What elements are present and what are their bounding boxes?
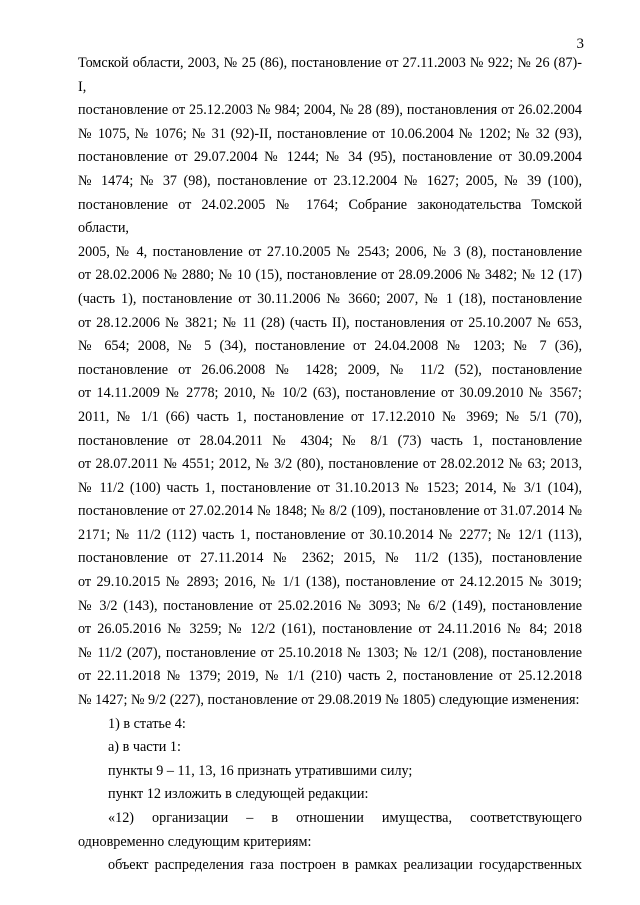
continuation-line: № 11/2 (100) часть 1, постановление от 31.10.2013 № 1523; 2014, № 3/1 (104), (78, 479, 582, 496)
item-1-article-4: 1) в статье 4: (108, 715, 186, 732)
continuation-line: от 28.07.2011 № 4551; 2012, № 3/2 (80), постановление от 28.02.2012 № 63; 2013, (78, 456, 582, 473)
page-number: 3 (576, 36, 584, 52)
criteria-line-1: объект распределения газа построен в рамках реализации государственных (108, 857, 582, 874)
continuation-paragraph (78, 52, 582, 689)
continuation-line: от 26.05.2016 № 3259; № 12/2 (161), постановление от 24.11.2016 № 84; 2018 (78, 621, 582, 638)
continuation-line: № 1474; № 37 (98), постановление от 23.12.2004 № 1627; 2005, № 39 (100), (78, 172, 582, 189)
continuation-line: № 3/2 (143), постановление от 25.02.2016 № 3093; № 6/2 (149), постановление (78, 597, 582, 614)
point-12-intro-line: пункт 12 изложить в следующей редакции: (108, 786, 369, 803)
document-body (78, 52, 582, 878)
continuation-line: № 654; 2008, № 5 (34), постановление от 24.04.2008 № 1203; № 7 (36), (78, 338, 582, 355)
continuation-line: 2005, № 4, постановление от 27.10.2005 № 2543; 2006, № 3 (8), постановление (78, 243, 582, 260)
continuation-line: постановление от 29.07.2004 № 1244; № 34 (95), постановление от 30.09.2004 (78, 149, 582, 166)
continuation-line: от 14.11.2009 № 2778; 2010, № 10/2 (63), постановление от 30.09.2010 № 3567; (78, 385, 582, 402)
continuation-line: постановление от 27.02.2014 № 1848; № 8/2 (109), постановление от 31.07.2014 № (78, 503, 582, 520)
continuation-line: Томской области, 2003, № 25 (86), постановление от 27.11.2003 № 922; № 26 (87)-I, (78, 55, 582, 95)
continuation-line: № 11/2 (207), постановление от 25.10.2018 № 1303; № 12/1 (208), постановление (78, 644, 582, 661)
continuation-line: постановление от 26.06.2008 № 1428; 2009, № 11/2 (52), постановление (78, 361, 582, 378)
continuation-line: от 28.12.2006 № 3821; № 11 (28) (часть II), постановления от 25.10.2007 № 653, (78, 314, 582, 331)
continuation-line: от 28.02.2006 № 2880; № 10 (15), постановление от 28.09.2006 № 3482; № 12 (17) (78, 267, 582, 284)
continuation-line: от 29.10.2015 № 2893; 2016, № 1/1 (138), постановление от 24.12.2015 № 3019; (78, 574, 582, 591)
quote-line-1: «12) организации – в отношении имущества, соответствующего (108, 810, 582, 826)
points-repeal-line: пункты 9 – 11, 13, 16 признать утратившими силу; (108, 762, 413, 779)
continuation-line: (часть 1), постановление от 30.11.2006 № 3660; 2007, № 1 (18), постановление (78, 290, 582, 307)
continuation-line: постановление от 25.12.2003 № 984; 2004, № 28 (89), постановления от 26.02.2004 (78, 102, 582, 119)
continuation-line: постановление от 24.02.2005 № 1764; Собрание законодательства Томской области, (78, 196, 582, 237)
continuation-line: от 22.11.2018 № 1379; 2019, № 1/1 (210) часть 2, постановление от 25.12.2018 (78, 668, 582, 685)
item-a-part-1: а) в части 1: (108, 739, 181, 756)
continuation-line: 2011, № 1/1 (66) часть 1, постановление от 17.12.2010 № 3969; № 5/1 (70), (78, 408, 582, 425)
continuation-line: постановление от 28.04.2011 № 4304; № 8/1 (73) часть 1, постановление (78, 432, 582, 449)
continuation-last-line: № 1427; № 9/2 (227), постановление от 29.08.2019 № 1805) следующие изменения: (78, 692, 580, 709)
quote-line-2: одновременно следующим критериям: (78, 833, 312, 850)
continuation-line: № 1075, № 1076; № 31 (92)-II, постановление от 10.06.2004 № 1202; № 32 (93), (78, 125, 582, 142)
continuation-line: постановление от 27.11.2014 № 2362; 2015, № 11/2 (135), постановление (78, 550, 582, 567)
continuation-line: 2171; № 11/2 (112) часть 1, постановление от 30.10.2014 № 2277; № 12/1 (113), (78, 526, 582, 543)
